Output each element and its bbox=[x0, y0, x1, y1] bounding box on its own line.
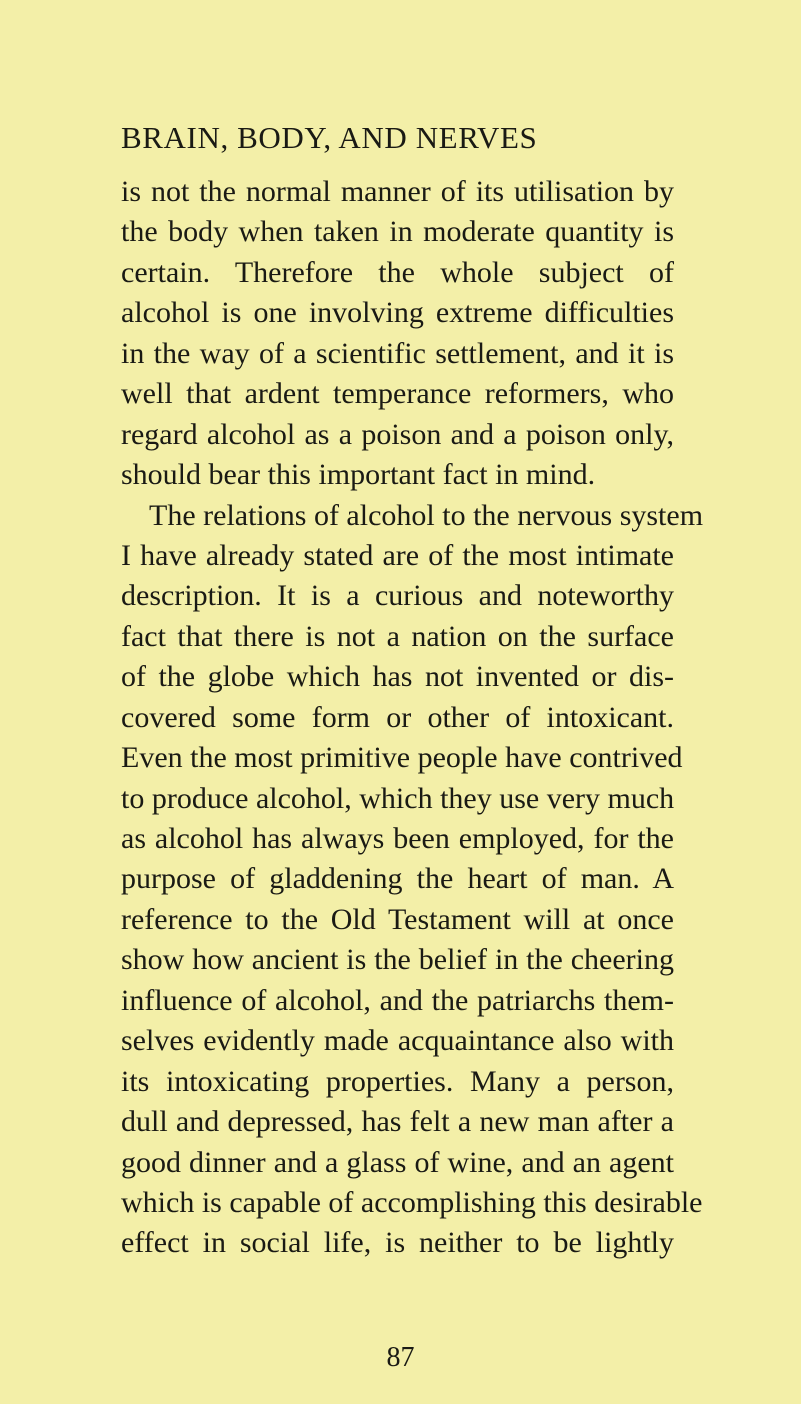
text-line: as alcohol has always been employed, for the bbox=[121, 822, 674, 855]
text-line: effect in social life, is neither to be lightly bbox=[121, 1226, 674, 1260]
text-line: which is capable of accomplishing this desirable bbox=[121, 1185, 703, 1219]
text-line: covered some form or other of intoxicant. bbox=[121, 700, 674, 734]
text-line: certain. Therefore the whole subject of bbox=[121, 255, 674, 289]
text-line: its intoxicating properties. Many a person, bbox=[121, 1064, 674, 1098]
text-line: to produce alcohol, which they use very much bbox=[121, 781, 675, 815]
text-line: influence of alcohol, and the patriarchs them- bbox=[121, 983, 674, 1017]
text-line: well that ardent temperance reformers, who bbox=[121, 377, 674, 411]
text-line: fact that there is not a nation on the surface bbox=[121, 619, 674, 653]
body-text bbox=[121, 172, 704, 1264]
text-line: reference to the Old Testament will at once bbox=[121, 902, 674, 936]
text-line: selves evidently made acquaintance also with bbox=[121, 1024, 674, 1058]
text-line: regard alcohol as a poison and a poison only, bbox=[121, 417, 674, 451]
text-line: in the way of a scientific settlement, and it is bbox=[121, 336, 674, 370]
text-line: purpose of gladdening the heart of man. A bbox=[121, 862, 674, 896]
text-line: of the globe which has not invented or dis- bbox=[121, 660, 674, 694]
text-line: alcohol is one involving extreme difficulties bbox=[121, 296, 674, 330]
paragraph-start-line: The relations of alcohol to the nervous system bbox=[149, 498, 704, 532]
text-line: description. It is a curious and noteworthy bbox=[121, 579, 674, 613]
text-line: the body when taken in moderate quantity is bbox=[121, 215, 674, 249]
text-line: good dinner and a glass of wine, and an agent bbox=[121, 1145, 674, 1179]
page-number: 87 bbox=[386, 1342, 415, 1373]
text-line: show how ancient is the belief in the cheering bbox=[121, 943, 674, 977]
text-line: Even the most primitive people have contrived bbox=[121, 741, 683, 775]
text-line: dull and depressed, has felt a new man after a bbox=[121, 1105, 674, 1139]
text-line: I have already stated are of the most intimate bbox=[121, 538, 674, 572]
text-line: is not the normal manner of its utilisation by bbox=[121, 175, 674, 208]
running-head: BRAIN, BODY, AND NERVES bbox=[121, 120, 538, 155]
text-line: should bear this important fact in mind. bbox=[121, 458, 596, 492]
